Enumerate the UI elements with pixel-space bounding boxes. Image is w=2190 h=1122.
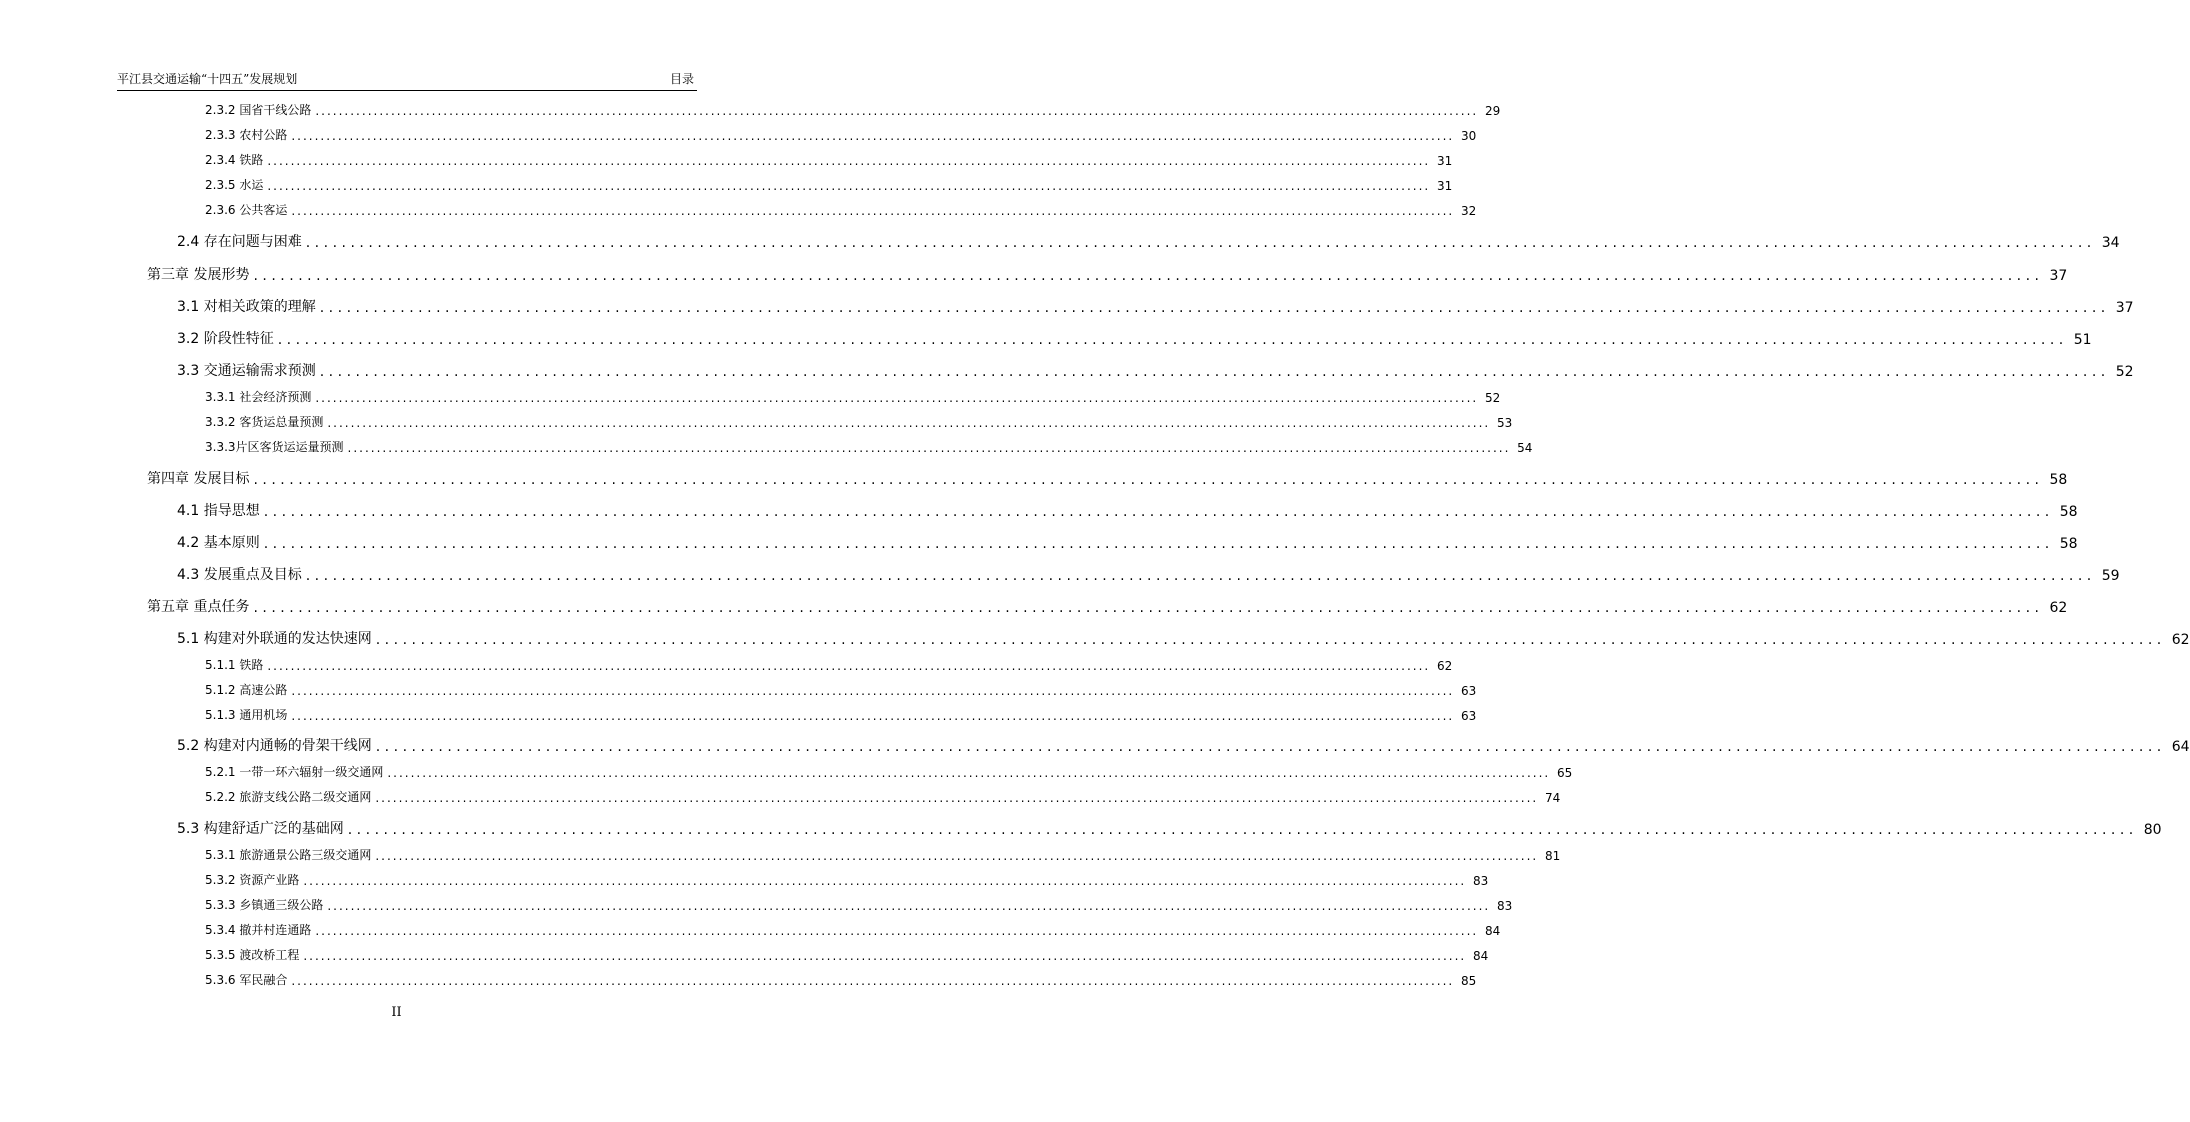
dot-leader: ........................................................................................................................................................................................................ [253,472,2044,488]
toc-entry-page: 37 [2049,268,2068,284]
toc-entry-page: 80 [2143,822,2162,838]
toc-entry[interactable] [205,943,1489,963]
toc-entry-page: 62 [2049,600,2068,616]
toc-entry[interactable] [205,148,1453,168]
toc-entry[interactable] [205,785,1561,805]
dot-leader: ........................................................................................................................................................................................................ [267,179,1431,193]
toc-entry-label: 5.1.2 高速公路 [205,683,288,697]
toc-entry[interactable] [205,893,1513,913]
toc-entry-page: 31 [1436,154,1453,168]
dot-leader: ........................................................................................................................................................................................................ [263,536,2054,552]
dot-leader: ........................................................................................................................................................................................................ [375,791,1539,805]
dot-leader: ........................................................................................................................................................................................................ [347,441,1511,455]
toc-entry-page: 84 [1472,949,1489,963]
toc-entry-page: 37 [2115,300,2134,316]
toc-entry-page: 32 [1460,204,1477,218]
toc-entry-page: 31 [1436,179,1453,193]
toc-entry[interactable] [205,198,1477,218]
toc-entry-label: 5.1.1 铁路 [205,658,264,672]
toc-entry-page: 74 [1544,791,1561,805]
document-title: 平江县交通运输“十四五”发展规划 [117,72,298,86]
toc-entry-label: 4.1 指导思想 [177,503,260,519]
toc-entry[interactable] [205,968,1477,988]
toc-entry[interactable] [177,328,2092,348]
toc-entry-label: 2.3.4 铁路 [205,153,264,167]
toc-entry[interactable] [177,231,2120,251]
toc-entry-label: 5.3.1 旅游通景公路三级交通网 [205,848,372,862]
toc-entry-label: 2.3.2 国省干线公路 [205,103,312,117]
toc-entry-page: 58 [2059,536,2078,552]
toc-entry-page: 52 [1484,391,1501,405]
toc-entry-label: 第四章 发展目标 [147,471,250,487]
toc-entry-page: 30 [1460,129,1477,143]
toc-entry[interactable] [205,678,1477,698]
dot-leader: ........................................................................................................................................................................................................ [253,600,2044,616]
toc-entry-label: 第三章 发展形势 [147,267,250,283]
toc-entry-page: 54 [1517,441,1533,455]
toc-entry-label: 3.3.3片区客货运运量预测 [205,440,344,454]
page-number: II [391,1005,402,1020]
toc-entry-label: 3.1 对相关政策的理解 [177,299,316,315]
toc-entry-label: 5.1.3 通用机场 [205,708,288,722]
toc-entry-label: 3.3.2 客货运总量预测 [205,415,324,429]
toc-entry-page: 34 [2101,235,2120,251]
dot-leader: ........................................................................................................................................................................................................ [327,899,1491,913]
dot-leader: ........................................................................................................................................................................................................ [375,849,1539,863]
toc-entry[interactable] [147,596,2068,616]
toc-entry-label: 5.3.6 军民融合 [205,973,288,987]
toc-entry[interactable] [147,468,2068,488]
toc-entry-label: 4.3 发展重点及目标 [177,567,302,583]
dot-leader: ........................................................................................................................................................................................................ [291,974,1455,988]
toc-entry[interactable] [205,98,1501,118]
dot-leader: ........................................................................................................................................................................................................ [305,235,2096,251]
toc-entry[interactable] [205,703,1477,723]
toc-entry-page: 85 [1460,974,1477,988]
toc-entry-label: 第五章 重点任务 [147,599,250,615]
toc-entry-page: 84 [1484,924,1501,938]
toc-entry-page: 65 [1556,766,1573,780]
dot-leader: ........................................................................................................................................................................................................ [263,504,2054,520]
toc-entry-label: 5.2.1 一带一环六辐射一级交通网 [205,765,384,779]
dot-leader: ........................................................................................................................................................................................................ [347,822,2138,838]
dot-leader: ........................................................................................................................................................................................................ [319,364,2110,380]
toc-entry-page: 51 [2073,332,2092,348]
toc-entry[interactable] [177,532,2078,552]
toc-entry[interactable] [177,296,2134,316]
toc-entry-label: 3.3 交通运输需求预测 [177,363,316,379]
dot-leader: ........................................................................................................................................................................................................ [387,766,1551,780]
dot-leader: ........................................................................................................................................................................................................ [319,300,2110,316]
dot-leader: ........................................................................................................................................................................................................ [277,332,2068,348]
toc-entry-label: 2.3.5 水运 [205,178,264,192]
toc-entry-page: 62 [1436,659,1453,673]
toc-entry-label: 5.3.5 渡改桥工程 [205,948,300,962]
toc-entry-page: 83 [1472,874,1489,888]
section-name: 目录 [669,72,694,86]
toc-entry-page: 83 [1496,899,1513,913]
dot-leader: ........................................................................................................................................................................................................ [375,632,2166,648]
dot-leader: ........................................................................................................................................................................................................ [315,924,1479,938]
toc-entry-page: 58 [2059,504,2078,520]
toc-entry-page: 58 [2049,472,2068,488]
toc-entry-label: 5.3 构建舒适广泛的基础网 [177,821,344,837]
dot-leader: ........................................................................................................................................................................................................ [291,684,1455,698]
dot-leader: ........................................................................................................................................................................................................ [315,391,1479,405]
toc-entry[interactable] [177,564,2120,584]
toc-entry-label: 5.3.2 资源产业路 [205,873,300,887]
toc-entry-label: 3.2 阶段性特征 [177,331,274,347]
toc-entry[interactable] [205,868,1489,888]
toc-entry-label: 5.2 构建对内通畅的骨架干线网 [177,738,372,754]
toc-entry-label: 5.3.3 乡镇通三级公路 [205,898,324,912]
toc-entry-page: 29 [1484,104,1501,118]
toc-entry-label: 3.3.1 社会经济预测 [205,390,312,404]
dot-leader: ........................................................................................................................................................................................................ [291,129,1455,143]
toc-entry-label: 4.2 基本原则 [177,535,260,551]
toc-entry[interactable] [205,843,1561,863]
toc-entry-page: 62 [2171,632,2190,648]
toc-entry-page: 64 [2171,739,2190,755]
toc-entry[interactable] [205,385,1501,405]
dot-leader: ........................................................................................................................................................................................................ [315,104,1479,118]
dot-leader: ........................................................................................................................................................................................................ [327,416,1491,430]
dot-leader: ........................................................................................................................................................................................................ [267,154,1431,168]
toc-entry-label: 2.4 存在问题与困难 [177,234,302,250]
toc-entry[interactable] [205,918,1501,938]
dot-leader: ........................................................................................................................................................................................................ [305,568,2096,584]
toc-entry[interactable] [205,410,1513,430]
dot-leader: ........................................................................................................................................................................................................ [267,659,1431,673]
toc-entry-page: 52 [2115,364,2134,380]
toc-entry[interactable] [205,123,1477,143]
toc-entry[interactable] [205,435,1533,455]
toc-entry[interactable] [205,760,1573,780]
toc-entry[interactable] [147,264,2068,284]
toc-entry[interactable] [177,500,2078,520]
toc-entry-page: 81 [1544,849,1561,863]
toc-entry[interactable] [177,360,2134,380]
toc-entry-page: 63 [1460,684,1477,698]
dot-leader: ........................................................................................................................................................................................................ [291,204,1455,218]
toc-entry[interactable] [177,818,2162,838]
toc-entry-page: 59 [2101,568,2120,584]
dot-leader: ........................................................................................................................................................................................................ [303,874,1467,888]
toc-entry-label: 5.3.4 撤并村连通路 [205,923,312,937]
dot-leader: ........................................................................................................................................................................................................ [375,739,2166,755]
toc-entry[interactable] [205,653,1453,673]
dot-leader: ........................................................................................................................................................................................................ [253,268,2044,284]
toc-entry-label: 5.1 构建对外联通的发达快速网 [177,631,372,647]
toc-entry-label: 5.2.2 旅游支线公路二级交通网 [205,790,372,804]
toc-entry-label: 2.3.3 农村公路 [205,128,288,142]
toc-entry-label: 2.3.6 公共客运 [205,203,288,217]
dot-leader: ........................................................................................................................................................................................................ [291,709,1455,723]
toc-entry-page: 53 [1496,416,1513,430]
toc-entry[interactable] [177,735,2190,755]
dot-leader: ........................................................................................................................................................................................................ [303,949,1467,963]
toc-entry-page: 63 [1460,709,1477,723]
toc-entry[interactable] [177,628,2190,648]
toc-entry[interactable] [205,173,1453,193]
